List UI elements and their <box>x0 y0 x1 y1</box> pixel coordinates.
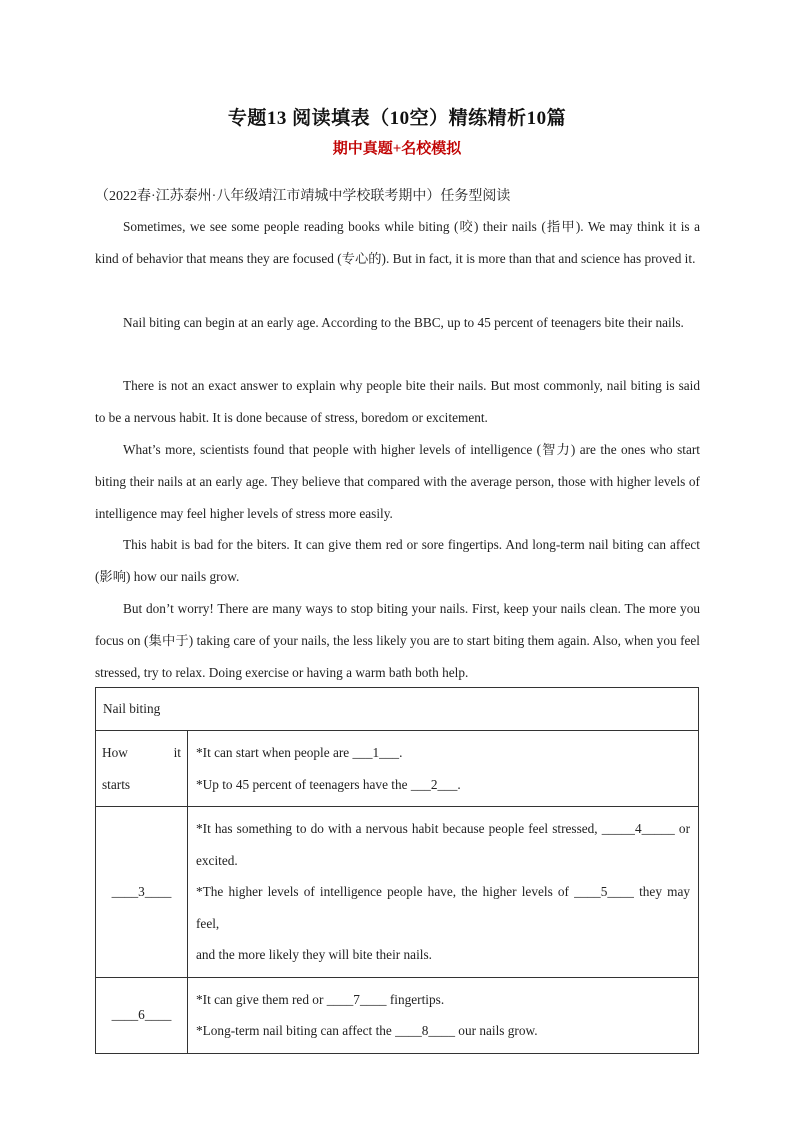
row-label-blank-3: ____3____ <box>96 807 188 978</box>
blank-line-8: *Long-term nail biting can affect the ____8____ our nails grow. <box>196 1023 538 1038</box>
blank-line-2: *Up to 45 percent of teenagers have the ___2___. <box>196 776 461 792</box>
table-row <box>96 731 699 807</box>
blank-line-4: *It has something to do with a nervous habit because people feel stressed, _____4_____ or <box>196 821 690 836</box>
passage-paragraph-5: This habit is bad for the biters. It can give them red or sore fingertips. And long-term nail biting can affect (影响) how our nails grow. <box>95 537 700 584</box>
page-subtitle: 期中真题+名校模拟 <box>332 141 462 157</box>
passage-paragraph-6: But don’t worry! There are many ways to stop biting your nails. First, keep your nails clean. The more you focus on (集中于) taking care of your nails, the less likely you are to start biting them again. Also, when you feel stressed, try to relax. Doing exercise or having a warm bath both help. <box>95 601 700 680</box>
passage-paragraph-2: Nail biting can begin at an early age. According to the BBC, up to 45 percent of teenagers bite their nails. <box>123 315 684 330</box>
table-row <box>96 807 699 978</box>
exam-source: （2022春·江苏泰州·八年级靖江市靖城中学校联考期中）任务型阅读 <box>95 189 511 204</box>
row-content-effects <box>188 977 699 1053</box>
row-content-reasons: *It has something to do with a nervous habit because people feel stressed, _____4_____ or excited. *The higher levels of intelligence people have, the higher levels of ____5____ they may feel, and the more likely they will bite their nails. <box>188 807 699 978</box>
page-title: 专题13 阅读填表（10空）精练精析10篇 <box>227 108 567 129</box>
blank-line-7: *It can give them red or ____7____ fingertips. <box>196 991 445 1007</box>
blank-line-5: *The higher levels of intelligence people have, the higher levels of ____5____ they may feel, <box>196 884 690 931</box>
passage-paragraph-1: Sometimes, we see some people reading books while biting (咬) their nails (指甲). We may think it is a kind of behavior that means they are focused (专心的). But in fact, it is more than that and science has proved it. <box>95 219 700 266</box>
task-table <box>95 687 699 1054</box>
blank-line-1: *It can start when people are ___1___. <box>196 745 403 760</box>
row-label-how-it-starts: How it starts <box>96 731 188 807</box>
passage-paragraph-4: What’s more, scientists found that people with higher levels of intelligence (智力) are the ones who start biting their nails at an early age. They believe that compared with the average person, those with higher levels of intelligence may feel higher levels of stress more easily. <box>95 442 700 521</box>
table-header-row <box>96 688 699 731</box>
table-row <box>96 977 699 1053</box>
passage-paragraph-3: There is not an exact answer to explain why people bite their nails. But most commonly, nail biting is said to be a nervous habit. It is done because of stress, boredom or excitement. <box>95 378 700 425</box>
row-content-how-it-starts <box>188 731 699 807</box>
row-label-blank-6: ____6____ <box>96 977 188 1053</box>
table-header-cell: Nail biting <box>96 688 699 731</box>
